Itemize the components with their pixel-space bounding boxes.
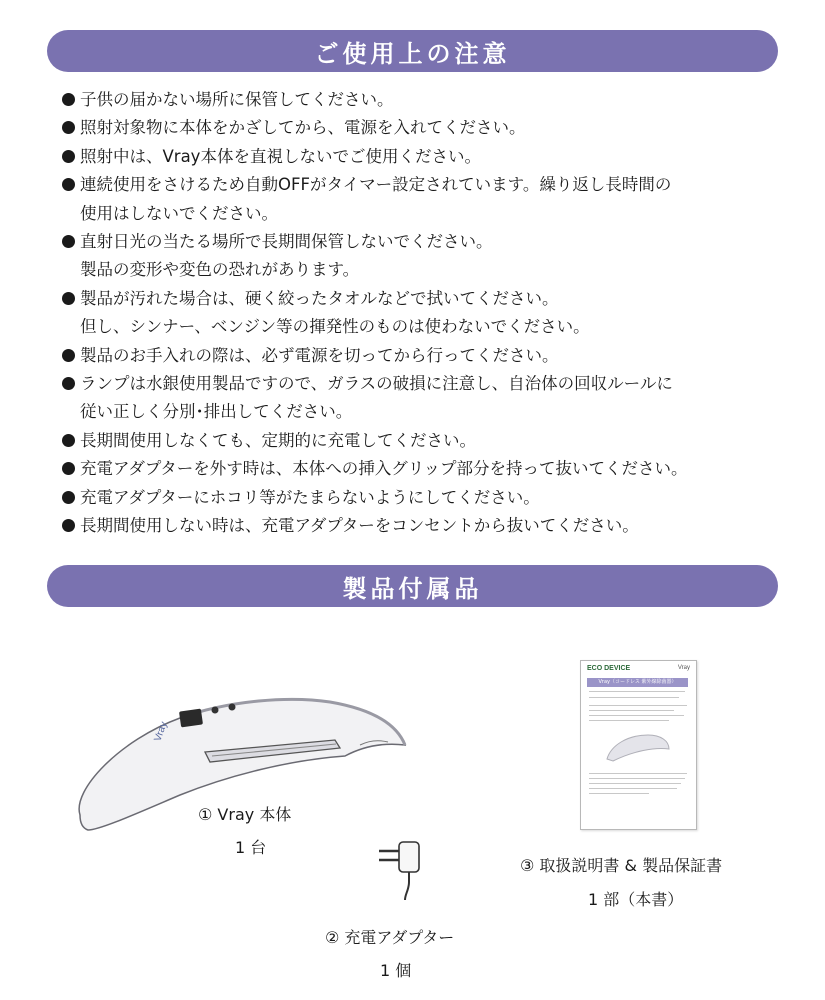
bullet-icon — [62, 349, 75, 362]
usage-notes-list — [62, 86, 782, 541]
manual-brand: ECO DEVICE — [587, 665, 631, 672]
usage-notes-title: ご使用上の注意 — [314, 39, 511, 68]
bullet-icon — [62, 235, 75, 248]
bullet-icon — [62, 121, 75, 134]
item-1-caption: ① Vray 本体 — [198, 805, 292, 824]
note-item: ランプは水銀使用製品ですので、ガラスの破損に注意し、自治体の回収ルールに 従い正しく分別･排出してください。 — [62, 370, 782, 427]
bullet-icon — [62, 93, 75, 106]
item-3-caption: ③ 取扱説明書 & 製品保証書 — [520, 856, 723, 875]
manual-title: Vray（コードレス 紫外線除菌器） — [587, 678, 688, 687]
manual-device-illustration — [603, 727, 673, 765]
note-item: 照射対象物に本体をかざしてから、電源を入れてください。 — [62, 114, 782, 142]
bullet-icon — [62, 434, 75, 447]
manual-model: Vray — [677, 665, 690, 671]
contents-banner — [47, 565, 778, 607]
manual-booklet-icon — [580, 660, 697, 830]
note-item: 直射日光の当たる場所で長期間保管しないでください。 製品の変形や変色の恐れがあります。 — [62, 228, 782, 285]
bullet-icon — [62, 292, 75, 305]
bullet-icon — [62, 150, 75, 163]
note-item: 製品のお手入れの際は、必ず電源を切ってから行ってください。 — [62, 342, 782, 370]
note-item: 充電アダプターを外す時は、本体への挿入グリップ部分を持って抜いてください。 — [62, 455, 782, 483]
note-item: 照射中は、Vray本体を直視しないでご使用ください。 — [62, 143, 782, 171]
charging-adapter-icon — [375, 838, 430, 903]
bullet-icon — [62, 519, 75, 532]
item-2-caption: ② 充電アダプター — [325, 928, 455, 947]
bullet-icon — [62, 491, 75, 504]
note-item: 長期間使用しなくても、定期的に充電してください。 — [62, 427, 782, 455]
bullet-icon — [62, 462, 75, 475]
bullet-icon — [62, 377, 75, 390]
bullet-icon — [62, 178, 75, 191]
note-item: 子供の届かない場所に保管してください。 — [62, 86, 782, 114]
usage-notes-banner — [47, 30, 778, 72]
note-item: 充電アダプターにホコリ等がたまらないようにしてください。 — [62, 484, 782, 512]
item-3-quantity: 1 部（本書） — [588, 890, 684, 909]
note-item: 長期間使用しない時は、充電アダプターをコンセントから抜いてください。 — [62, 512, 782, 540]
item-1-quantity: 1 台 — [235, 838, 267, 857]
contents-title: 製品付属品 — [342, 574, 483, 603]
note-item: 製品が汚れた場合は、硬く絞ったタオルなどで拭いてください。 但し、シンナー、ベンジン等の揮発性のものは使わないでください。 — [62, 285, 782, 342]
item-2-quantity: 1 個 — [380, 961, 412, 980]
svg-text:Vray: Vray — [152, 720, 170, 744]
note-item: 連続使用をさけるため自動OFFがタイマー設定されています。繰り返し長時間の 使用はしないでください。 — [62, 171, 782, 228]
